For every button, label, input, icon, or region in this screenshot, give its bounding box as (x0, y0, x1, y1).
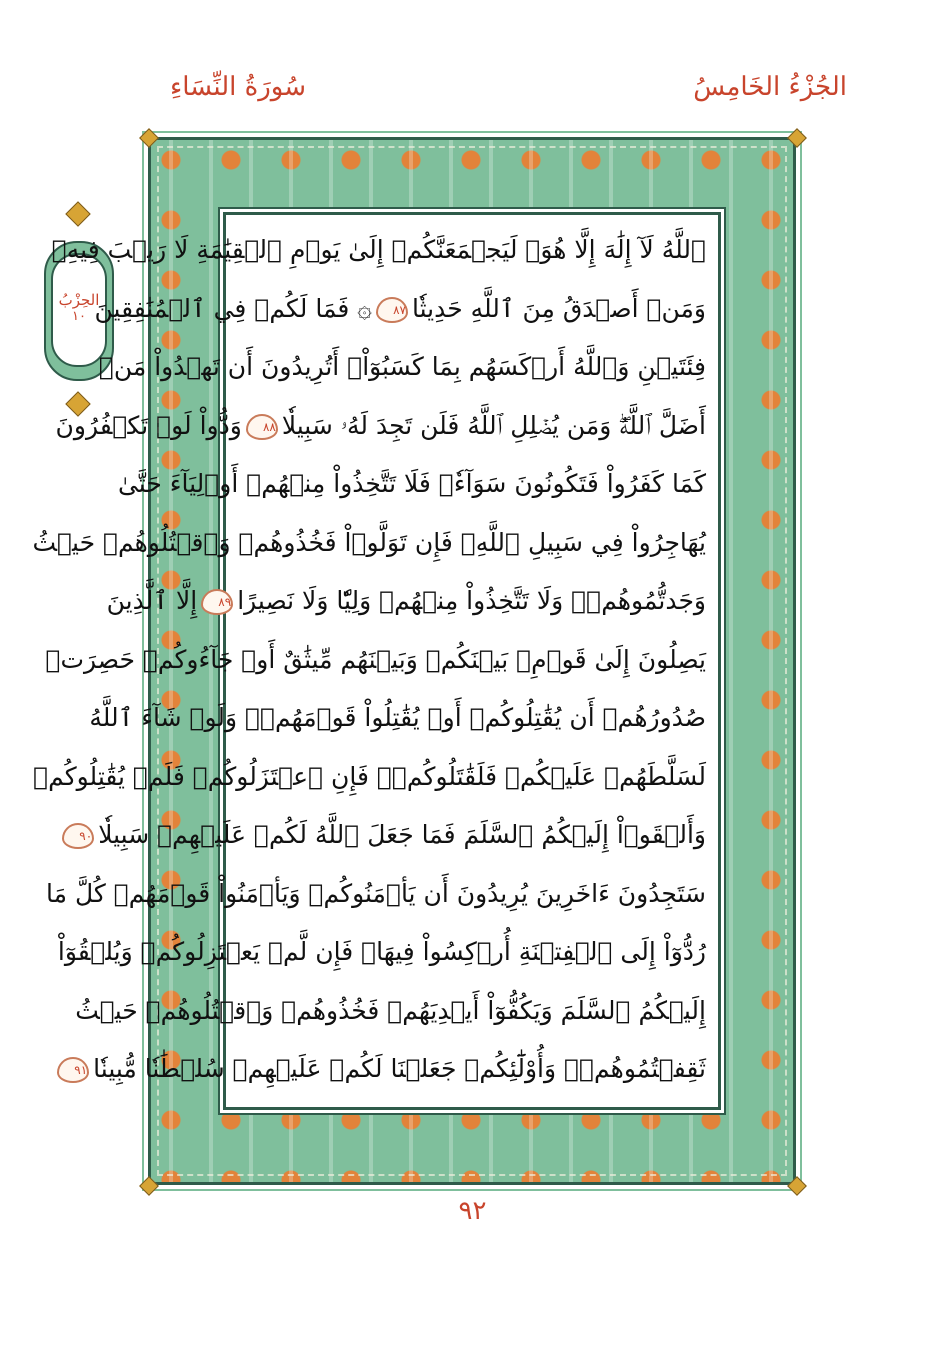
verse-text: يُهَاجِرُواْ فِي سَبِيلِ ٱللَّهِۚ فَإِن تَوَلَّوۡاْ فَخُذُوهُمۡ وَٱقۡتُلُوهُمۡ حَيۡثُ (32, 527, 706, 557)
verse-text: ثَقِفۡتُمُوهُمۡۚ وَأُوْلَٰٓئِكُمۡ جَعَلۡنَا لَكُمۡ عَلَيۡهِمۡ سُلۡطَٰنٗا مُّبِينٗا (93, 1054, 706, 1083)
verse-line (74, 1040, 706, 1099)
verse-text: سَتَجِدُونَ ءَاخَرِينَ يُرِيدُونَ أَن يَأۡمَنُوكُمۡ وَيَأۡمَنُواْ قَوۡمَهُمۡ كُلَّ مَا (46, 878, 706, 908)
verse-line (33, 748, 706, 807)
ayah-number-marker: ٩١ (57, 1057, 89, 1083)
ayah-number-marker: ٨٩ (201, 589, 233, 615)
verse-text: صُدُورُهُمۡ أَن يُقَٰتِلُوكُمۡ أَوۡ يُقَٰتِلُواْ قَوۡمَهُمۡۚ وَلَوۡ شَآءَ ٱللَّهُ (89, 703, 706, 732)
verse-line (79, 806, 706, 865)
verse-text: وَأَلۡقَوۡاْ إِلَيۡكُمُ ٱلسَّلَمَ فَمَا جَعَلَ ٱللَّهُ لَكُمۡ عَلَيۡهِمۡ سَبِيلٗا (98, 820, 706, 849)
verse-line (51, 221, 706, 280)
verse-line (55, 397, 706, 456)
verse-text: إِلَيۡكُمُ ٱلسَّلَمَ وَيَكُفُّوٓاْ أَيۡدِيَهُمۡ فَخُذُوهُمۡ وَٱقۡتُلُوهُمۡ حَيۡثُ (75, 995, 706, 1025)
surah-heading: سُورَةُ النِّسَاءِ (170, 72, 306, 102)
verse-line (98, 338, 706, 397)
verse-line (57, 923, 706, 982)
verse-line (117, 455, 706, 514)
verse-text: أَضَلَّ ٱللَّهُۖ وَمَن يُضۡلِلِ ٱللَّهُ فَلَن تَجِدَ لَهُۥ سَبِيلٗا (281, 410, 706, 440)
verse-text: كَمَا كَفَرُواْ فَتَكُونُونَ سَوَآءٗۖ فَلَا تَتَّخِذُواْ مِنۡهُمۡ أَوۡلِيَآءَ حَتَّىٰ (117, 469, 706, 498)
hizb-number: ١٠ (72, 309, 86, 324)
verse-line (106, 572, 706, 631)
verse-text: وَمَنۡ أَصۡدَقُ مِنَ ٱللَّهِ حَدِيثٗا (411, 293, 706, 323)
ayah-number-marker: ٨٨ (246, 414, 278, 440)
verse-text: لَسَلَّطَهُمۡ عَلَيۡكُمۡ فَلَقَٰتَلُوكُمۡۚ فَإِنِ ٱعۡتَزَلُوكُمۡ فَلَمۡ يُقَٰتِلُوكُمۡ (33, 761, 706, 791)
verse-line (89, 689, 706, 748)
verse-text: يَصِلُونَ إِلَىٰ قَوۡمِۭ بَيۡنَكُمۡ وَبَيۡنَهُم مِّيثَٰقٌ أَوۡ جَآءُوكُمۡ حَصِرَتۡ (45, 644, 706, 674)
verse-line (75, 982, 706, 1041)
verse-line (32, 514, 706, 573)
verse-line (46, 865, 706, 924)
verse-line (45, 631, 706, 690)
verse-text: إِلَّا ٱلَّذِينَ (106, 586, 198, 615)
hizb-label: الحِزْبُ (58, 291, 100, 309)
ayah-number-marker: ٩٠ (62, 823, 94, 849)
verse-text: ٱللَّهُ لَآ إِلَٰهَ إِلَّا هُوَۚ لَيَجۡمَعَنَّكُمۡ إِلَىٰ يَوۡمِ ٱلۡقِيَٰمَةِ لَا رَيۡبَ فِيهِۗ (51, 235, 706, 264)
verse-text: رُدُّوٓاْ إِلَى ٱلۡفِتۡنَةِ أُرۡكِسُواْ فِيهَاۚ فَإِن لَّمۡ يَعۡتَزِلُوكُمۡ وَيُلۡقُوٓاْ (57, 937, 706, 966)
page-number: ٩٢ (458, 1196, 487, 1226)
verse-text: ۞ فَمَا لَكُمۡ فِي ٱلۡمُنَٰفِقِينَ (94, 293, 372, 323)
verse-text: فِئَتَيۡنِ وَٱللَّهُ أَرۡكَسَهُم بِمَا كَسَبُوٓاْۚ أَتُرِيدُونَ أَن تَهۡدُواْ مَنۡ (98, 352, 706, 381)
verse-text: وَجَدتُّمُوهُمۡۖ وَلَا تَتَّخِذُواْ مِنۡهُمۡ وَلِيّٗا وَلَا نَصِيرًا (237, 586, 706, 615)
ayah-number-marker: ٨٧ (376, 297, 408, 323)
verse-line (94, 280, 706, 339)
verse-text: وَدُّواْ لَوۡ تَكۡفُرُونَ (55, 410, 242, 440)
juz-heading: الجُزْءُ الخَامِسُ (693, 72, 847, 102)
